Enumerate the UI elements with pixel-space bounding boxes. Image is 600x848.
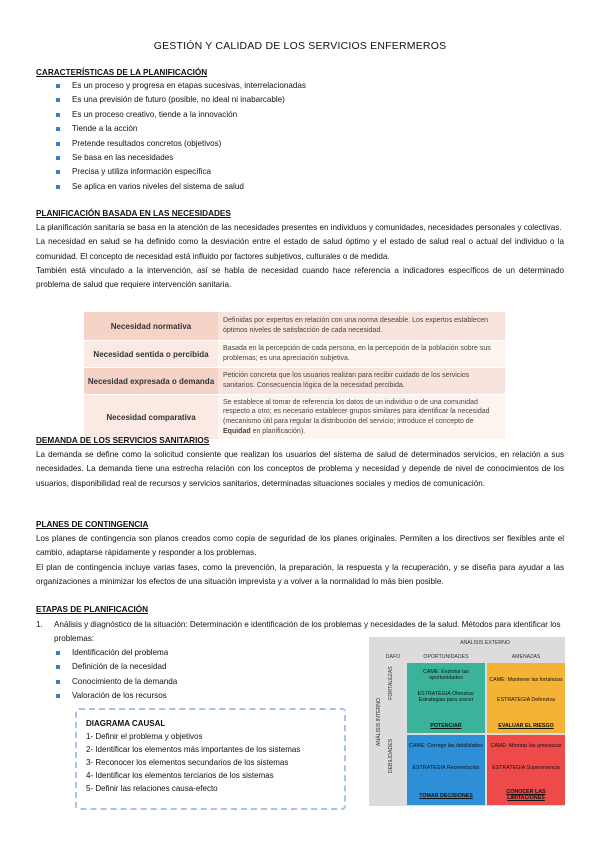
causal-step: 5- Definir las relaciones causa-efecto xyxy=(86,784,218,793)
dafo-row-debilidades: DEBILIDADES xyxy=(388,738,394,774)
need-desc-post: en planificación). xyxy=(250,427,306,435)
causal-step: 4- Identificar los elementos terciarios de los sistemas xyxy=(86,771,274,780)
dafo-col-oportunidades: OPORTUNIDADES xyxy=(423,654,469,660)
need-name: Necesidad expresada o demanda xyxy=(84,368,218,395)
list-item: Valoración de los recursos xyxy=(72,689,177,703)
list-item: Pretende resultados concretos (objetivos) xyxy=(72,137,306,151)
demanda-text: La demanda se define como la solicitud consiente que realizan los usuarios del sistema de salud de determinados servicios, en relación a sus necesidades. La demanda tiene una estrecha relación con los conceptos de problema y necesidad y depende de nivel de conocimientos de los usuarios, disponibilidad real de recursos y servicios sanitarios, determinadas situaciones sociales y medios de comunicación. xyxy=(36,450,564,488)
need-name: Necesidad sentida o percibida xyxy=(84,341,218,368)
dafo-col-amenazas: AMENAZAS xyxy=(511,654,541,660)
methods-list xyxy=(72,646,177,704)
dafo-q-action: TOMAR DECISIONES xyxy=(419,793,473,799)
caracteristicas-list xyxy=(72,79,306,194)
etapa-text: Análisis y diagnóstico de la situación: Determinación e identificación de los problemas y necesidades de la salud. Métodos para identificar los problemas: xyxy=(54,620,561,643)
list-item: Conocimiento de la demanda xyxy=(72,675,177,689)
list-item: Se basa en las necesidades xyxy=(72,151,306,165)
list-item: Precisa y utiliza información específica xyxy=(72,165,306,179)
dafo-q-text: CAME: Corregir las debilidades xyxy=(409,743,483,749)
table-row xyxy=(84,312,505,341)
dafo-q-text: ESTRATEGIA Supervivencia xyxy=(492,765,560,771)
section-heading-contingencia: PLANES DE CONTINGENCIA xyxy=(36,520,149,529)
paragraph: También está vinculado a la intervención, así se habla de necesidad cuando hace referencia a indicadores específicos de un determinado problema de salud que requiere intervención sanitaria. xyxy=(36,265,564,290)
dafo-q-action: POTENCIAR xyxy=(430,723,462,729)
need-desc: Definidas por expertos en relación con una norma deseable. Los expertos establecen óptimos niveles de satisfacción de cada necesidad. xyxy=(218,312,505,341)
dafo-quadrant-fo xyxy=(407,663,485,733)
paragraph: Los planes de contingencia son planos creados como copia de seguridad de los planes originales. Permiten a los directivos ser flexibles ante el cambio, adaptarse rápidamente y responder a los problemas. xyxy=(36,534,564,558)
dafo-q-text: CAME: Mantener las fortalezas xyxy=(489,677,563,683)
need-name: Necesidad comparativa xyxy=(84,395,218,440)
causal-title: DIAGRAMA CAUSAL xyxy=(86,719,166,728)
section-heading-demanda: DEMANDA DE LOS SERVICIOS SANITARIOS xyxy=(36,436,210,445)
need-desc: Petición concreta que los usuarios realizan para recibir cuidado de los servicios sanitarios. Consecuencia lógica de la necesidad percibida. xyxy=(218,368,505,395)
dafo-quadrant-do xyxy=(407,735,485,805)
necesidades-text xyxy=(36,221,564,292)
dafo-internal-label: ANÁLISIS INTERNO xyxy=(376,697,382,747)
dafo-row-fortalezas: FORTALEZAS xyxy=(388,666,394,700)
list-item: Es un proceso y progresa en etapas sucesivas, interrelacionadas xyxy=(72,79,306,93)
page-title: GESTIÓN Y CALIDAD DE LOS SERVICIOS ENFERMEROS xyxy=(153,40,447,52)
etapa-number: 1. xyxy=(36,620,43,629)
need-desc xyxy=(218,395,505,440)
dafo-external-label: ANÁLISIS EXTERNO xyxy=(460,640,510,646)
dafo-quadrant-da xyxy=(487,735,565,805)
dafo-q-text: ESTRATEGIA Reorientación xyxy=(412,765,480,771)
paragraph: El plan de contingencia incluye varias fases, como la prevención, la preparación, la respuesta y la recuperación, y se diseña para ayudar a las organizaciones a minimizar los efectos de una situación imprevista y a volver a la normalidad lo más bien posible. xyxy=(36,562,564,586)
need-desc-pre: Se establece al tomar de referencia los datos de un individuo o de una comunidad respecto a otro; es necesario establecer grupos similares para identificar la necesidad (mecanismo útil para regular la distribución del servicio; introduce el concepto de xyxy=(223,398,490,425)
table-row xyxy=(84,341,505,368)
contingencia-text xyxy=(36,532,564,589)
dafo-diagram xyxy=(369,637,565,806)
need-desc: Basada en la percepción de cada persona, en la percepción de la población sobre sus problemas; es una apreciación subjetiva. xyxy=(218,341,505,368)
dafo-corner-label: DAFO xyxy=(385,654,401,660)
dafo-q-action: EVALUAR EL RIESGO xyxy=(498,723,554,729)
need-desc-bold: Equidad xyxy=(223,427,251,435)
needs-table xyxy=(84,312,505,440)
causal-step: 3- Reconocer los elementos secundarios de los sistemas xyxy=(86,758,289,767)
dafo-q-action: CONOCER LAS LIMITACIONES xyxy=(506,789,546,801)
section-heading-necesidades: PLANIFICACIÓN BASADA EN LAS NECESIDADES xyxy=(36,209,231,218)
section-heading-etapas: ETAPAS DE PLANIFICACIÓN xyxy=(36,605,149,614)
table-row xyxy=(84,368,505,395)
causal-step: 1- Definir el problema y objetivos xyxy=(86,732,203,741)
list-item: Es un proceso creativo, tiende a la innovación xyxy=(72,108,306,122)
dafo-q-text: CAME: Explotar las oportunidades xyxy=(423,669,469,681)
list-item: Identificación del problema xyxy=(72,646,177,660)
section-heading-caracteristicas: CARACTERÍSTICAS DE LA PLANIFICACIÓN xyxy=(36,68,208,77)
list-item: Tiende a la acción xyxy=(72,122,306,136)
paragraph: La planificación sanitaria se basa en la atención de las necesidades presentes en individuos y comunidades, necesidades personales y colectivas. xyxy=(36,223,562,232)
dafo-q-text: ESTRATEGIA Defensiva xyxy=(497,697,555,703)
table-row xyxy=(84,395,505,440)
causal-diagram-box xyxy=(75,708,346,810)
dafo-q-text: CAME: Afrontar las amenazas xyxy=(490,743,562,749)
need-name: Necesidad normativa xyxy=(84,312,218,341)
paragraph: La necesidad en salud se ha definido como la desviación entre el estado de salud óptimo y el estado de salud real o actual del individuo o la comunidad. El concepto de necesidad está influido por factores subjetivos, culturales o de medida. xyxy=(36,237,564,261)
dafo-quadrant-fa xyxy=(487,663,565,733)
list-item: Se aplica en varios niveles del sistema de salud xyxy=(72,180,306,194)
list-item: Definición de la necesidad xyxy=(72,660,177,674)
causal-step: 2- Identificar los elementos más importantes de los sistemas xyxy=(86,745,301,754)
dafo-q-text: ESTRATEGIA Ofensiva: Estrategias para crecer xyxy=(417,691,475,703)
list-item: Es una previsión de futuro (posible, no ideal ni inabarcable) xyxy=(72,93,306,107)
